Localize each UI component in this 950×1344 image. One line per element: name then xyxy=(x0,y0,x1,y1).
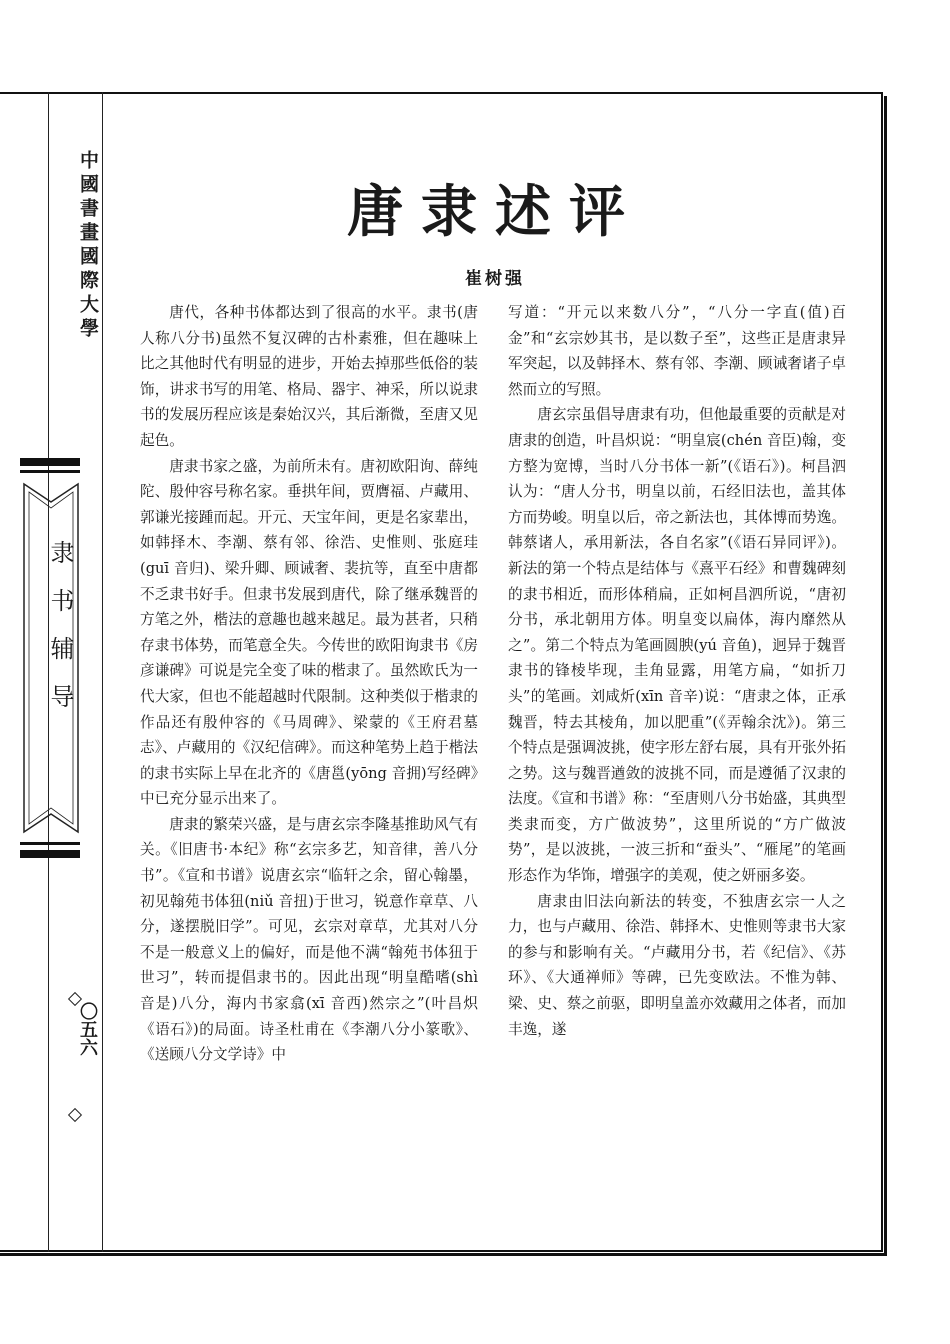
section-band-top-thin xyxy=(20,470,80,473)
paragraph-continued: 写道：“开元以来数八分”，“八分一字直(值)百金”和“玄宗妙其书，是以数子至”，这些正是唐隶异军突起，以及韩择木、蔡有邻、李潮、顾诫奢诸子卓然而立的写照。 xyxy=(508,304,846,398)
section-band-bottom xyxy=(20,850,80,858)
article-author: 崔树强 xyxy=(465,269,525,289)
paragraph: 唐玄宗虽倡导唐隶有功，但他最重要的贡献是对唐隶的创造，叶昌炽说：“明皇宸(chén 音臣)翰，变方整为宽博，当时八分书体一新”(《语石》)。柯昌泗认为：“唐人分书，明皇以前，石经旧法也，盖其体方而势峻。明皇以后，帝之新法也，其体博而势逸。韩蔡诸人，承用新法，各自名家”(《语石异同评》)。新法的第一个特点是结体与《熹平石经》和曹魏碑刻的隶书相近，而形体稍扁，正如柯昌泗所说，“唐初分书，承北朝用方体。明皇变以扁体，海内靡然从之”。第二个特点为笔画圆腴(yú 音鱼)，迥异于魏晋隶书的锋棱毕现，圭角显露，用笔方扁，“如折刀头”的笔画。刘咸炘(xīn 音辛)说：“唐隶之体，正承魏晋，特去其棱角，加以肥重”(《弄翰余沈》)。第三个特点是强调波挑，使字形左舒右展，具有开张外拓之势。这与魏晋遒敛的波挑不同，而是遵循了汉隶的法度。《宣和书谱》称：“至唐则八分书始盛，其典型类隶而变，方广做波势”，这里所说的“方广做波势”，是以波挑，一波三折和“蚕头”、“雁尾”的笔画形态作为华饰，增强字的美观，使之妍丽多姿。 xyxy=(508,406,846,885)
paragraph: 唐隶书家之盛，为前所未有。唐初欧阳询、薛纯陀、殷仲容号称名家。垂拱年间，贾膺福、卢藏用、郭谦光接踵而起。开元、天宝年间，更是名家辈出，如韩择木、李潮、蔡有邻、徐浩、史惟则、张庭珪(guī 音归)、梁升卿、顾诫奢、裴抗等，直至中唐都不乏隶书好手。但隶书发展到唐代，除了继承魏晋的方笔之外，楷法的意趣也越来越足。最为甚者，只稍存隶书体势，而笔意全失。今传世的欧阳询隶书《房彦谦碑》可说是完全变了味的楷隶了。虽然欧氏为一代大家，但也不能超越时代限制。这种类似于楷隶的作品还有殷仲容的《马周碑》、梁蒙的《王府君墓志》、卢藏用的《汉纪信碑》。而这种笔势上趋于楷法的隶书实际上早在北齐的《唐邕(yōng 音拥)写经碑》中已充分显示出来了。 xyxy=(140,457,478,808)
paragraph: 唐隶的繁荣兴盛，是与唐玄宗李隆基推助风气有关。《旧唐书·本纪》称“玄宗多艺，知音律，善八分书”。《宣和书谱》说唐玄宗“临轩之余，留心翰墨，初见翰苑书体狃(niǔ 音扭)于世习，锐意作章草、八分，遂摆脱旧学”。可见，玄宗对章草，尤其对八分不是一般意义上的偏好，而是他不满“翰苑书体狃于世习”，转而提倡隶书的。因此出现“明皇酷嗜(shì 音是)八分，海内书家翕(xī 音西)然宗之”(叶昌炽《语石》)的局面。诗圣杜甫在《李潮八分小篆歌》、《送顾八分文学诗》中 xyxy=(140,815,478,1064)
page-number: 〇五六 xyxy=(77,1002,98,1056)
sidebar-rule-right xyxy=(102,92,103,1252)
right-column xyxy=(508,300,846,1042)
section-label: 隶书辅导 xyxy=(46,540,74,732)
paragraph: 唐隶由旧法向新法的转变，不独唐玄宗一人之力，也与卢藏用、徐浩、韩择木、史惟则等隶书大家的参与和影响有关。“卢藏用分书，若《纪信》、《苏环》、《大通禅师》等碑，已先变欧法。不惟为韩、梁、史、蔡之前驱，即明皇盖亦效藏用之体者，而加丰逸，遂 xyxy=(508,892,846,1038)
section-band-bottom-thin xyxy=(20,842,80,845)
article-title: 唐隶述评 xyxy=(347,180,643,245)
left-column xyxy=(140,300,478,1068)
university-name: 中國書畫國際大學 xyxy=(77,150,99,342)
paragraph: 唐代，各种书体都达到了很高的水平。隶书(唐人称八分书)虽然不复汉碑的古朴素雅，但在趣味上比之其他时代有明显的进步，开始去掉那些低俗的装饰，讲求书写的用笔、格局、器宇、神采，所以说隶书的发展历程应该是秦始汉兴，其后渐微，至唐又见起色。 xyxy=(140,304,478,449)
section-band-top xyxy=(20,458,80,466)
